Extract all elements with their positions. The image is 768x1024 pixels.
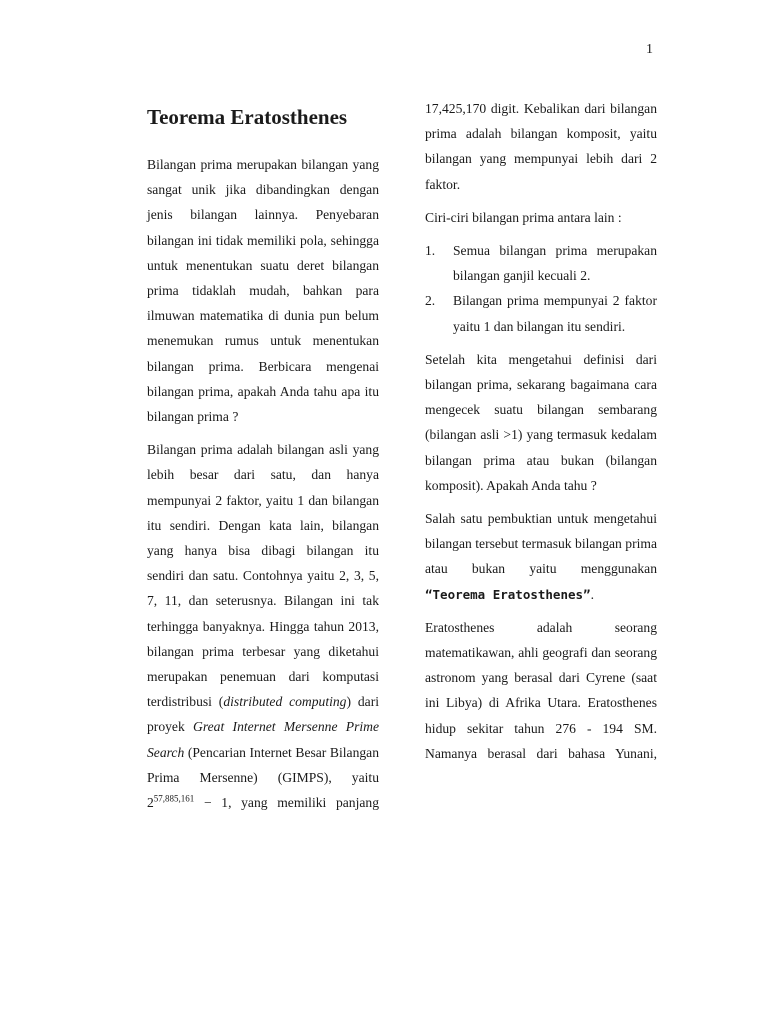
characteristics-list xyxy=(425,238,657,339)
distributed-computing-term: distributed computing xyxy=(223,694,347,710)
list-item-number: 1. xyxy=(425,243,436,259)
left-column xyxy=(147,96,379,823)
composite-paragraph: 17,425,170 digit. Kebalikan dari bilangan prima adalah bilangan komposit, yaitu bilangan yang mempunyai lebih dari 2 faktor. xyxy=(425,101,657,192)
definition-paragraph xyxy=(147,437,379,815)
right-column xyxy=(425,96,657,774)
gimps-project-name: Great Internet Mersenne Prime Search xyxy=(147,719,379,760)
check-method-paragraph: Setelah kita mengetahui definisi dari bilangan prima, sekarang bagaimana cara mengecek suatu bilangan sembarang (bilangan asli >1) yang termasuk kedalam bilangan prima atau bukan (bilangan komposit). Apakah Anda tahu ? xyxy=(425,351,657,493)
page-title: Teorema Eratosthenes xyxy=(147,105,348,129)
proof-text-b: . xyxy=(590,586,594,602)
proof-paragraph xyxy=(425,506,657,607)
definition-text-b: ) dari proyek xyxy=(147,694,379,735)
list-item xyxy=(425,238,657,288)
mersenne-exponent: 57,885,161 xyxy=(153,793,195,804)
page-number: 1 xyxy=(646,42,653,57)
theorem-name: “Teorema Eratosthenes” xyxy=(425,586,591,602)
list-item xyxy=(425,288,657,338)
list-item-text: Semua bilangan prima merupakan bilangan ganjil kecuali 2. xyxy=(453,243,657,284)
intro-paragraph: Bilangan prima merupakan bilangan yang sangat unik jika dibandingkan dengan jenis bilangan lainnya. Penyebaran bilangan ini tidak memiliki pola, sehingga untuk menentukan suatu deret bilangan prima tidaklah mudah, bahkan para ilmuwan matematika di dunia pun belum menemukan rumus untuk menentukan bilangan prima. Berbicara mengenai bilangan prima, apakah Anda tahu apa itu bilangan prima ? xyxy=(147,157,379,425)
characteristics-intro: Ciri-ciri bilangan prima antara lain : xyxy=(425,209,622,225)
definition-text-d: − 1, yang memiliki panjang xyxy=(194,795,379,811)
definition-text-c: (Pencarian Internet Besar Bilangan Prima Mersenne) (GIMPS), yaitu xyxy=(147,744,379,785)
mersenne-base: 2 xyxy=(147,795,154,811)
list-item-number: 2. xyxy=(425,293,436,309)
list-item-text: Bilangan prima mempunyai 2 faktor yaitu 1 dan bilangan itu sendiri. xyxy=(453,293,657,334)
eratosthenes-bio-paragraph: Eratosthenes adalah seorang matematikawan, ahli geografi dan seorang astronom yang berasal dari Cyrene (saat ini Libya) di Afrika Utara. Eratosthenes hidup sekitar tahun 276 - 194 SM. Namanya berasal dari bahasa Yunani, xyxy=(425,619,657,761)
proof-text-a: Salah satu pembuktian untuk mengetahui bilangan tersebut termasuk bilangan prima atau bukan yaitu menggunakan xyxy=(425,511,657,577)
definition-text-a: Bilangan prima adalah bilangan asli yang lebih besar dari satu, dan hanya mempunyai 2 faktor, yaitu 1 dan bilangan itu sendiri. Dengan kata lain, bilangan yang hanya bisa dibagi bilangan itu sendiri dan satu. Contohnya yaitu 2, 3, 5, 7, 11, dan seterusnya. Bilangan ini tak terhingga banyaknya. Hingga tahun 2013, bilangan prima terbesar yang diketahui merupakan penemuan dari komputasi terdistribusi ( xyxy=(147,442,379,710)
